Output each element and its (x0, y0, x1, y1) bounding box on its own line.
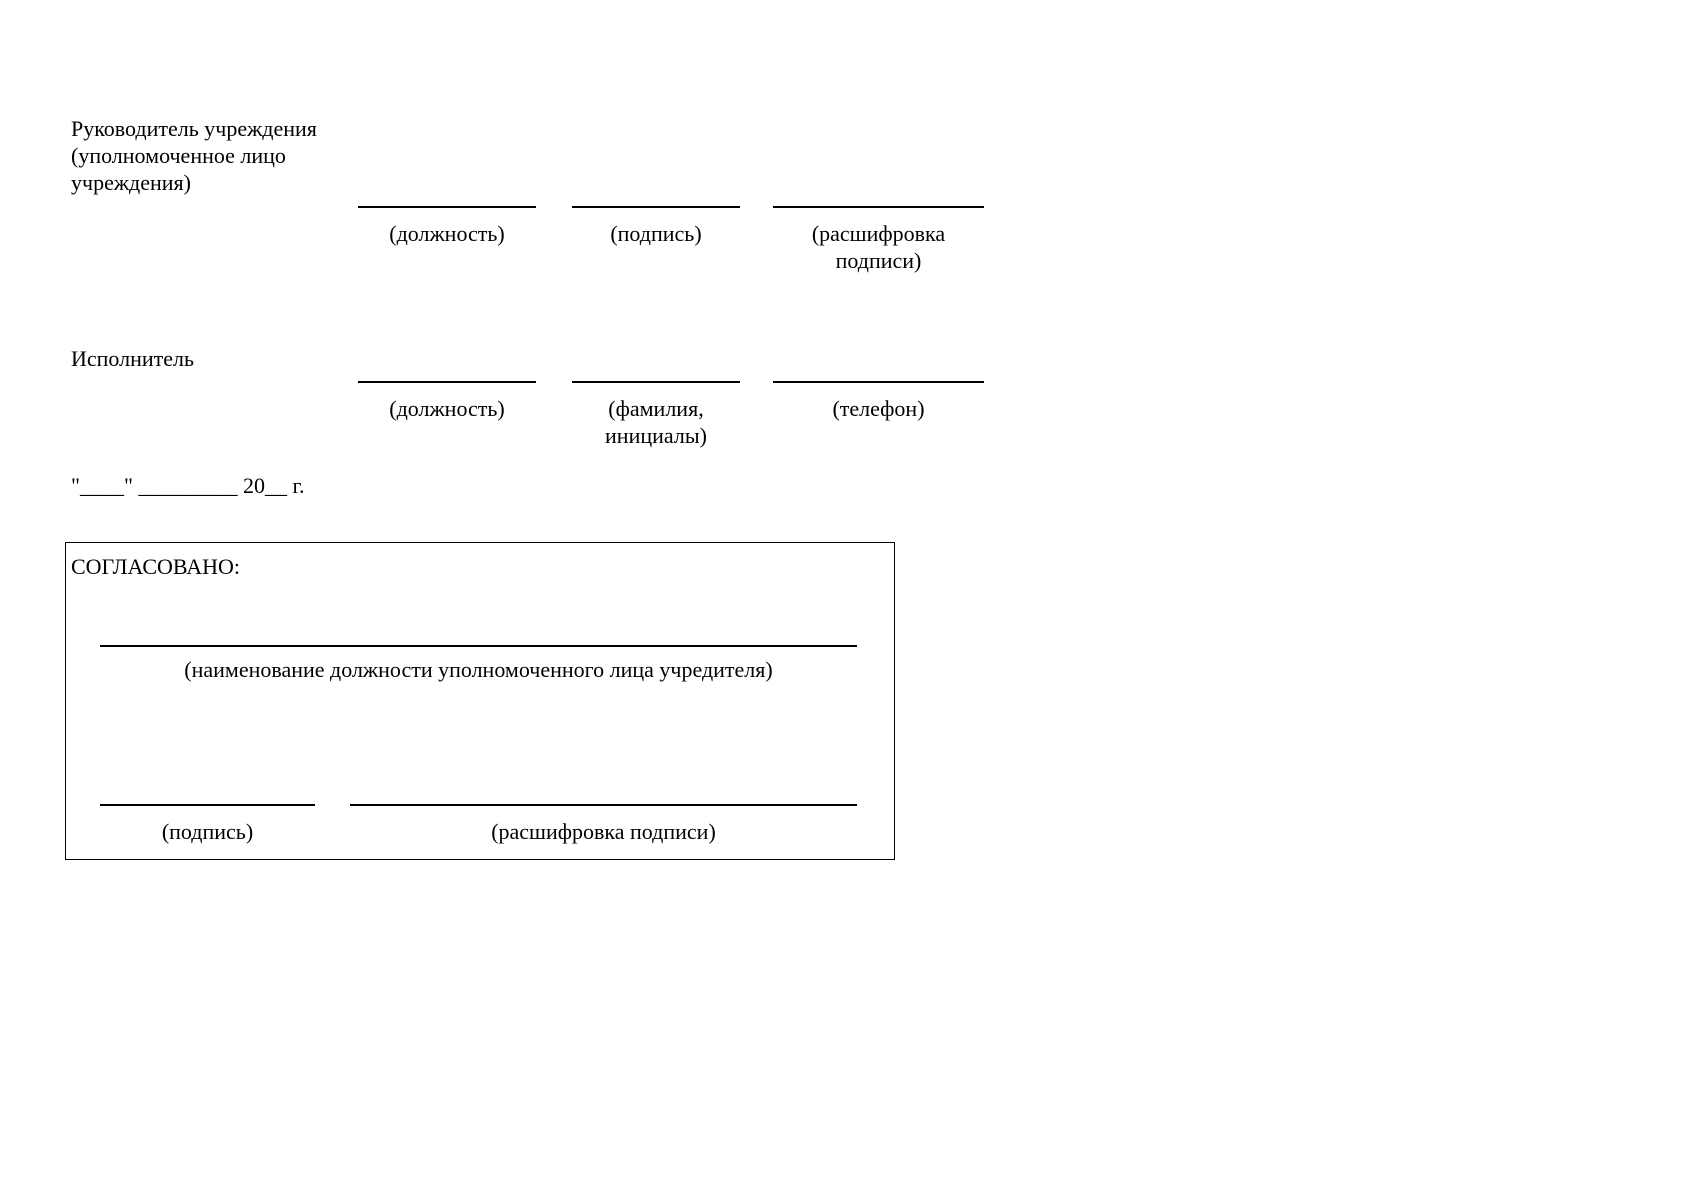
head-signature-line[interactable] (572, 206, 740, 208)
head-position-line[interactable] (358, 206, 536, 208)
head-decoding-caption-line-2: подписи) (835, 248, 922, 273)
approval-box (65, 542, 895, 860)
head-position-caption: (должность) (389, 221, 505, 246)
approval-signature-line[interactable] (100, 804, 315, 806)
approval-position-line[interactable] (100, 645, 857, 647)
approval-position-caption: (наименование должности уполномоченного лица учредителя) (184, 657, 773, 682)
executor-name-caption-line-1: (фамилия, (608, 396, 704, 421)
approval-decoding-caption: (расшифровка подписи) (491, 819, 716, 844)
executor-position-line[interactable] (358, 381, 536, 383)
date-line[interactable]: "____" _________ 20__ г. (71, 473, 305, 498)
executor-label: Исполнитель (71, 346, 195, 371)
approval-signature-caption: (подпись) (161, 819, 254, 844)
head-signature-caption: (подпись) (610, 221, 702, 246)
head-label-line-3: учреждения) (71, 170, 191, 195)
executor-phone-caption: (телефон) (832, 396, 925, 421)
executor-phone-line[interactable] (773, 381, 984, 383)
head-decoding-line[interactable] (773, 206, 984, 208)
head-label-line-1: Руководитель учреждения (71, 116, 317, 141)
head-label-line-2: (уполномоченное лицо (71, 143, 286, 168)
executor-name-caption-line-2: инициалы) (605, 423, 707, 448)
approval-decoding-line[interactable] (350, 804, 857, 806)
executor-position-caption: (должность) (389, 396, 505, 421)
executor-name-line[interactable] (572, 381, 740, 383)
head-decoding-caption-line-1: (расшифровка (811, 221, 946, 246)
approval-title: СОГЛАСОВАНО: (71, 554, 240, 579)
